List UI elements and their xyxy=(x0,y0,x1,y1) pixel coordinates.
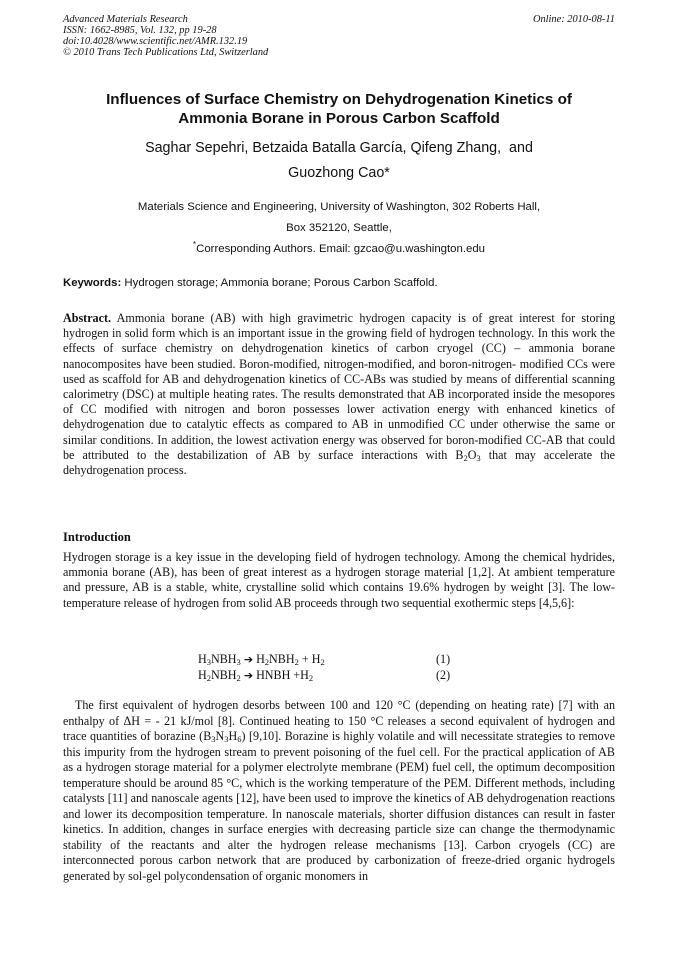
b2o3-sub-3: 3 xyxy=(476,452,481,463)
intro-paragraph-2 xyxy=(63,698,615,885)
eq1-lhs-nbh: NBH xyxy=(210,652,237,666)
online-date: Online: 2010-08-11 xyxy=(532,14,615,25)
affiliation-line-2: Box 352120, Seattle, xyxy=(286,222,392,234)
affiliation xyxy=(63,197,615,260)
paper-title xyxy=(63,90,615,128)
eq1-rhs-nbh: NBH xyxy=(269,652,295,666)
para2-text-b: N xyxy=(215,729,225,744)
corresponding-line xyxy=(63,239,615,260)
corresponding-text: Corresponding Authors. Email: gzcao@u.washington.edu xyxy=(196,243,486,255)
eq1-sub: 2 xyxy=(264,657,270,667)
reaction-arrow-icon: ➔ xyxy=(243,669,254,682)
introduction-heading: Introduction xyxy=(63,530,131,544)
eq1-rhs-h: H xyxy=(256,652,265,666)
abstract-body: Ammonia borane (AB) with high gravimetric hydrogen capacity is of great interest for storing hydrogen in solid form which is an important issue in the growing field of hydrogen technology. In this work the effects of surface chemistry on dehydrogenation kinetics of carbon cryogel (CC) – ammonia borane nanocomposites have been studied. Boron-modified, nitrogen-modified, and boron-nitrogen- modified CCs were used as scaffold for AB and dehydrogenation kinetics of CC-ABs was studied by means of differential scanning calorimetry (DSC) at multiple heating rates. The results demonstrated that AB incorporated inside the mesopores of CC modified with nitrogen and boron possesses lower activation energy with enhanced kinetics of dehydrogenation due to catalytic effects as compared to AB in unmodified CC under otherwise the same or similar conditions. In addition, the lowest activation energy was observed for boron-modified CC-AB that could be attributed to the destabilization of AB by surface interactions with xyxy=(63,311,615,462)
keywords xyxy=(63,276,615,290)
eq1-sub: 2 xyxy=(320,657,325,667)
eq2-sub: 2 xyxy=(206,673,211,683)
authors-line-1: Saghar Sepehri, Betzaida Batalla García, Qifeng Zhang, and xyxy=(145,140,533,156)
title-line-2: Ammonia Borane in Porous Carbon Scaffold xyxy=(178,110,500,127)
b2o3-b: B xyxy=(455,447,464,462)
equation-1 xyxy=(198,652,325,667)
journal-header xyxy=(63,14,615,58)
equation-2-number: (2) xyxy=(436,668,451,682)
eq1-sub: 2 xyxy=(294,657,299,667)
issn-line: ISSN: 1662-8985, Vol. 132, pp 19-28 xyxy=(63,25,217,36)
author-list xyxy=(63,136,615,186)
reaction-arrow-icon: ➔ xyxy=(243,653,254,666)
journal-name: Advanced Materials Research xyxy=(63,14,188,25)
b2o3-sub-2: 2 xyxy=(463,452,468,463)
eq1-sub: 3 xyxy=(206,657,211,667)
doi-line: doi:10.4028/www.scientific.net/AMR.132.19 xyxy=(63,36,248,47)
para2-sub: 6 xyxy=(237,734,242,745)
keywords-text: Hydrogen storage; Ammonia borane; Porous Carbon Scaffold. xyxy=(124,277,438,289)
title-line-1: Influences of Surface Chemistry on Dehydrogenation Kinetics of xyxy=(106,91,572,108)
para2-sub: 3 xyxy=(224,734,229,745)
b2o3-o: O xyxy=(467,447,477,462)
eq1-lhs-h: H xyxy=(198,652,207,666)
affiliation-line-1: Materials Science and Engineering, University of Washington, 302 Roberts Hall, xyxy=(137,201,541,213)
para2-text-c: H xyxy=(228,729,238,744)
abstract-tail: that may accelerate the dehydrogenation process. xyxy=(63,447,615,478)
equation-1-number: (1) xyxy=(436,652,451,666)
abstract-label: Abstract. xyxy=(63,311,112,325)
eq2-sub: 2 xyxy=(236,673,241,683)
eq1-sub: 3 xyxy=(236,657,241,667)
eq2-rhs: HNBH +H xyxy=(256,668,309,682)
intro-paragraph-1: Hydrogen storage is a key issue in the developing field of hydrogen technology. Among the chemical hydrides, ammonia borane (AB), has been of great interest as a hydrogen storage material [1,2]. At ambient temperature and pressure, AB is a stable, white, crystalline solid which contains 19.6% hydrogen by weight [3]. The low-temperature release of hydrogen from solid AB proceeds through two sequential exothermic steps [4,5,6]: xyxy=(63,550,615,610)
para2-text-a: The first equivalent of hydrogen desorbs between 100 and 120 °C (depending on heating rate) [7] with an enthalpy of ΔH = - 21 kJ/mol [8]. Continued heating to 150 °C releases a second equivalent of hydrogen and trace quantities of borazine (B xyxy=(63,698,615,744)
eq2-lhs-nbh: NBH xyxy=(210,668,237,682)
eq1-rhs-h2: + H xyxy=(298,652,321,666)
equation-2 xyxy=(198,668,313,683)
abstract xyxy=(63,311,615,478)
eq2-lhs-h: H xyxy=(198,668,207,682)
copyright-line: © 2010 Trans Tech Publications Ltd, Switzerland xyxy=(63,47,269,58)
authors-line-2: Guozhong Cao* xyxy=(288,165,390,181)
para2-sub: 3 xyxy=(211,734,216,745)
corresponding-mark: * xyxy=(192,240,197,249)
keywords-label: Keywords: xyxy=(63,277,122,289)
para2-text-d: ) [9,10]. Borazine is highly volatile and will necessitate strategies to remove this impurity from the hydrogen stream to prevent poisoning of the fuel cell. For the practical application of AB as a hydrogen storage material for a polymer electrolyte membrane (PEM) fuel cell, the optimum decomposition temperature should be around 85 °C, which is the working temperature of the PEM. Different methods, including catalysts [11] and nanoscale agents [12], have been used to improve the kinetics of AB dehydrogenation reactions and lower its decomposition temperature. In nanoscale materials, shorter diffusion distances can result in faster kinetics. In addition, changes in surface energies with decreasing particle size can change the thermodynamic stability of the reactants and alter the hydrogen release mechanisms [13]. Carbon cryogels (CC) are interconnected porous carbon network that are produced by carbonization of freeze-dried organic hydrogels generated by sol-gel polycondensation of organic monomers in xyxy=(63,729,615,884)
eq2-sub: 2 xyxy=(308,673,314,683)
